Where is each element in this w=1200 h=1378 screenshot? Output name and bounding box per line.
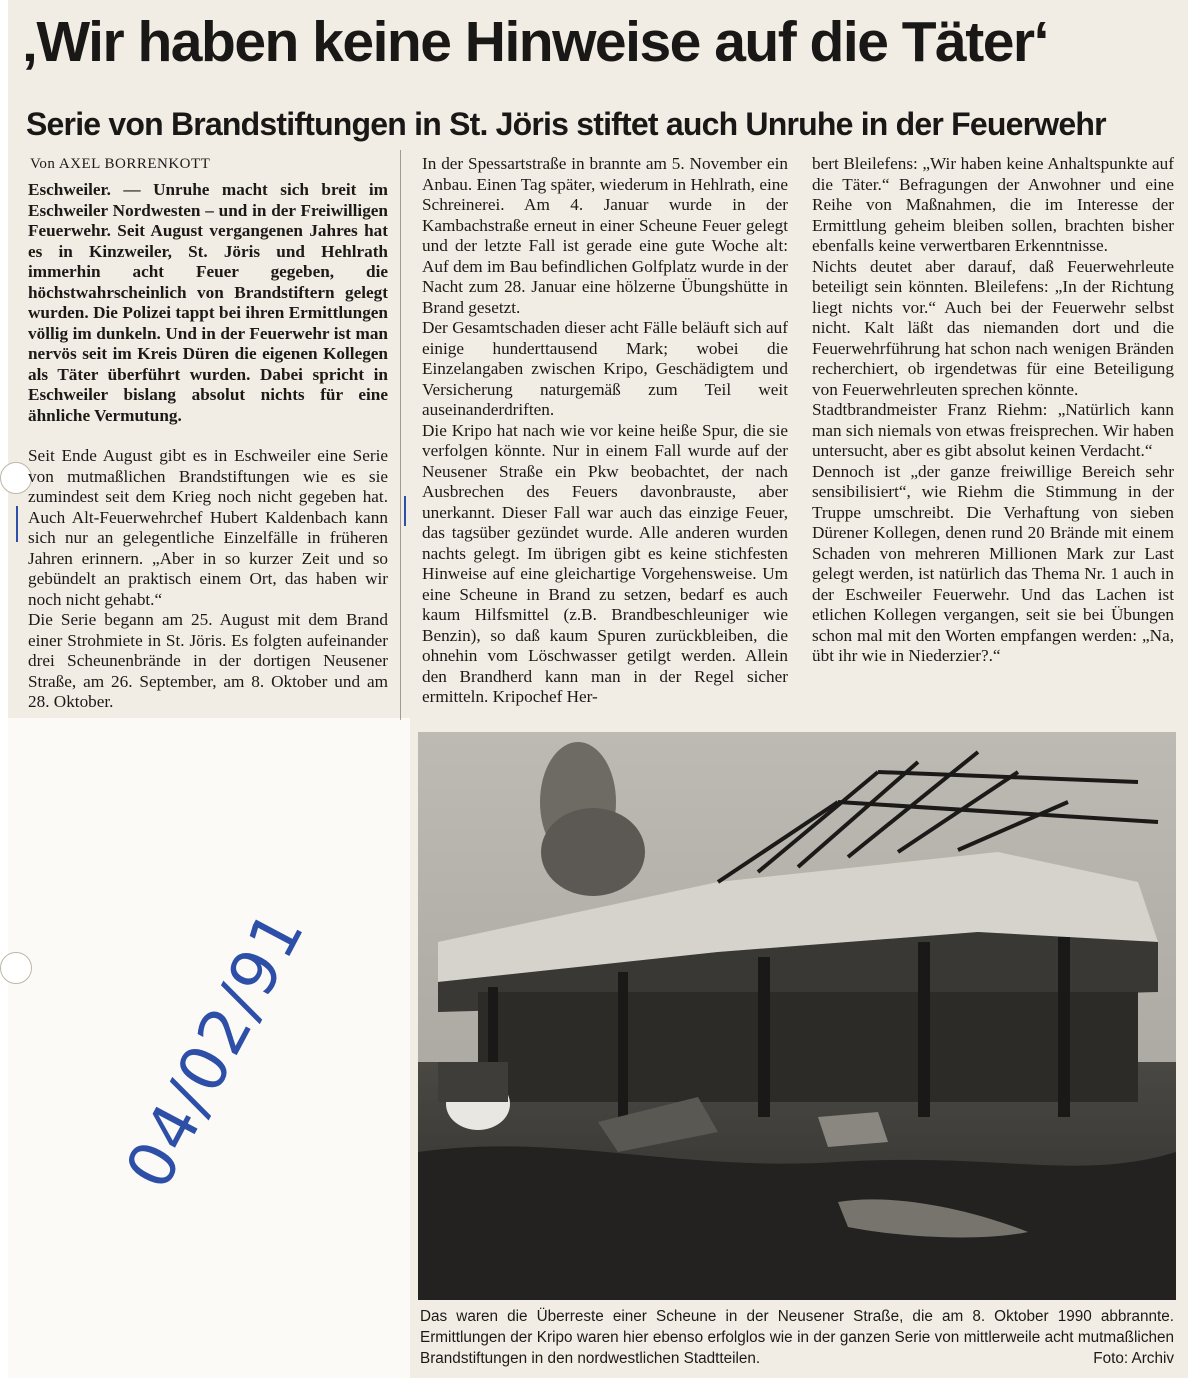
article-column-2 <box>422 154 788 708</box>
punch-hole-bottom <box>0 952 32 984</box>
pen-mark <box>404 496 406 526</box>
pen-mark <box>16 506 18 542</box>
body-paragraph: Die Serie begann am 25. August mit dem Brand einer Strohmiete in St. Jöris. Es folgten aufeinander drei Scheunenbrände in der dortigen Neusener Straße, am 26. September, am 8. Oktober und am 28. Oktober. <box>28 610 388 711</box>
article-column-3 <box>812 154 1174 667</box>
body-paragraph: Nichts deutet aber darauf, daß Feuerwehrleute beteiligt sein könnten. Bleilefens: „In der Richtung liegt nichts vor.“ Auch bei der Feuerwehr selbst nicht. Kalt läßt das niemanden dort und die Feuerwehrführung hat schon nach wenigen Bränden recherchiert, ob irgendetwas für eine Beteiligung von Feuerwehrleuten sprechen könnte. <box>812 256 1174 399</box>
headline: ‚Wir haben keine Hinweise auf die Täter‘ <box>22 10 1048 74</box>
photo-caption: Das waren die Überreste einer Scheune in der Neusener Straße, die am 8. Oktober 1990 abbrannte. Ermittlungen der Kripo waren hier ebenso erfolglos wie in der ganzen Serie von mittlerweile acht mutmaßlichen Brandstiftungen in den nordwestlichen Stadtteilen. <box>420 1308 1174 1367</box>
body-paragraph: bert Bleilefens: „Wir haben keine Anhaltspunkte auf die Täter.“ Befragungen der Anwohner und eine Reihe von Maßnahmen, die im Interesse der Ermittlung geheim bleiben sollen, brachten bisher ebenfalls keine verwertbaren Erkenntnisse. <box>812 154 1174 255</box>
lead-paragraph: Eschweiler. — Unruhe macht sich breit im Eschweiler Nordwesten – und in der Freiwilligen Feuerwehr. Seit August vergangenen Jahres hat es in Kinzweiler, St. Jöris und Hehlrath immerhin acht Feuer gegeben, die höchstwahrscheinlich von Brandstiftern gelegt wurden. Die Polizei tappt bei ihren Ermittlungen völlig im dunkeln. Und in der Feuerwehr ist man nervös seit im Kreis Düren die eigenen Kollegen als Täter überführt wurden. Dabei spricht in Eschweiler bislang absolut nichts für eine ähnliche Vermutung. <box>28 180 388 425</box>
column-divider <box>400 150 401 720</box>
body-paragraph: In der Spessartstraße in brannte am 5. November ein Anbau. Einen Tag später, wiederum in Hehlrath, eine Schreinerei. Am 4. Januar wurde in der Kambachstraße erneut in einer Scheune Feuer gelegt und der letzte Fall ist gerade eine gute Woche alt: Auf dem im Bau befindlichen Golfplatz wurde in der Nacht zum 28. Januar eine hölzerne Übungshütte in Brand gesetzt. <box>422 154 788 317</box>
paragraph-gap <box>28 426 388 446</box>
photo-credit: Foto: Archiv <box>1093 1350 1174 1367</box>
body-paragraph: Seit Ende August gibt es in Eschweiler eine Serie von mutmaßlichen Brandstiftungen wie es sie zumindest seit dem Krieg noch nicht gegeben hat. Auch Alt-Feuerwehrchef Hubert Kaldenbach kann sich nur an gelegentliche Einzelfälle in früheren Jahren erinnern. „Aber in so kurzer Zeit und so gebündelt an praktisch einem Ort, das haben wir noch nicht gehabt.“ <box>28 446 388 609</box>
body-paragraph: Stadtbrandmeister Franz Riehm: „Natürlich kann man sich niemals von etwas freisprechen. Wir haben untersucht, aber es gibt absolut keinen Verdacht.“ <box>812 400 1174 460</box>
subheadline: Serie von Brandstiftungen in St. Jöris stiftet auch Unruhe in der Feuerwehr <box>26 106 1106 142</box>
article-column-1 <box>28 180 388 713</box>
handwritten-date: 04/02/91 <box>112 898 320 1201</box>
byline: Von AXEL BORRENKOTT <box>30 156 211 172</box>
body-paragraph: Die Kripo hat nach wie vor keine heiße Spur, die sie verfolgen könnte. Nur in einem Fall wurde auf der Neusener Straße ein Pkw beobachtet, der nach Ausbrechen des Feuers davonbrauste, aber unerkannt. Dieser Fall war auch das einzige Feuer, das tagsüber gezündet wurde. Alle anderen wurden nachts gelegt. Im übrigen gibt es keine stichfesten Hinweise auf eine gleichartige Vorgehensweise. Um eine Scheune in Brand zu setzen, bedarf es auch kaum Hilfsmittel (z.B. Brandbeschleuniger wie Benzin), so daß kaum Spuren zurückbleiben, die ohnehin vom Löschwasser getilgt werden. Allein den Brandherd kann man in der Regel sicher ermitteln. Kripochef Her- <box>422 420 788 706</box>
burned-barn-photo <box>418 732 1176 1300</box>
body-paragraph: Der Gesamtschaden dieser acht Fälle beläuft sich auf einige hunderttausend Mark; wobei die Einzelangaben zwischen Kripo, Geschädigtem und Versicherung naturgemäß zum Teil weit auseinanderdriften. <box>422 318 788 419</box>
body-paragraph: Dennoch ist „der ganze freiwillige Bereich sehr sensibilisiert“, wie Riehm die Stimmung in der Truppe umschreibt. Die Verhaftung von sieben Dürener Kollegen, denen rund 20 Brände mit einem Schaden von mehreren Millionen Mark zur Last gelegt werden, ist natürlich das Thema Nr. 1 auch in der Eschweiler Feuerwehr. Und das Lachen ist etlichen Kollegen vergangen, seit sie bei Übungen schon mal mit den Worten empfangen werden: „Na, übt ihr wie in Niederzier?.“ <box>812 461 1174 665</box>
